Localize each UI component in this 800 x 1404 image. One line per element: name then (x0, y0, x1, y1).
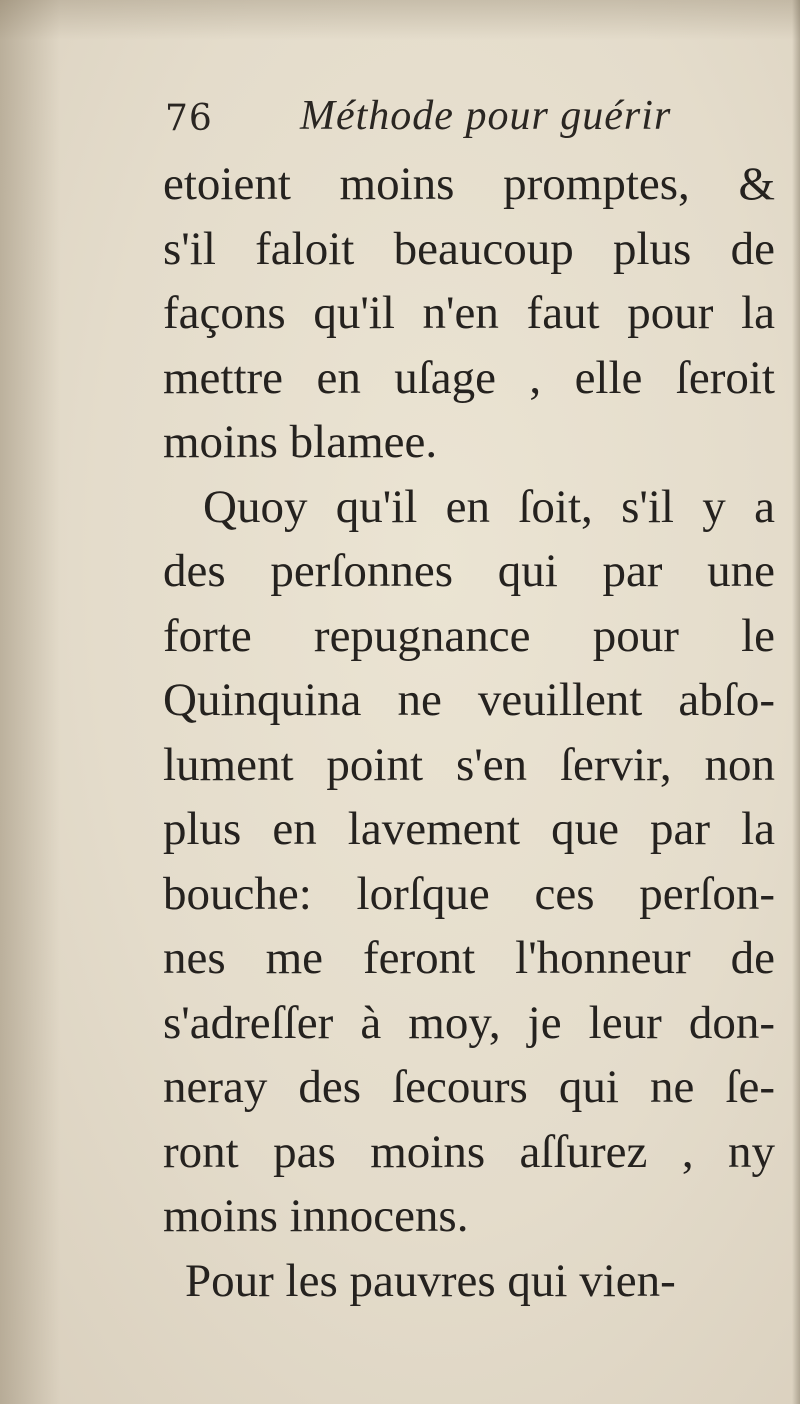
running-title: Méthode pour guérir (300, 93, 672, 139)
text-line: des perſonnes qui par une (163, 545, 775, 597)
text-line: lument point s'en ſervir, non (163, 738, 775, 791)
page-number: 76 (165, 98, 213, 139)
gutter-shadow (0, 0, 60, 1404)
text-line: s'adreſſer à moy, je leur don- (163, 996, 775, 1049)
page-header (165, 92, 765, 152)
top-edge-shadow (0, 0, 800, 40)
text-line: moins innocens. (163, 1190, 469, 1242)
paragraph-start-line: Pour les pauvres qui vien- (185, 1254, 676, 1307)
text-line: s'il faloit beaucoup plus de (163, 222, 775, 275)
text-line: façons qu'il n'en faut pour la (163, 287, 775, 339)
paragraph-start-line: Quoy qu'il en ſoit, s'il y a (203, 480, 775, 533)
text-line: etoient moins promptes, & (163, 158, 775, 210)
body-text (163, 152, 775, 1313)
text-line: moins blamee. (163, 416, 438, 468)
text-line: neray des ſecours qui ne ſe- (163, 1061, 775, 1113)
text-line: ront pas moins aſſurez , ny (163, 1125, 775, 1178)
page-edge (792, 0, 800, 1404)
text-line: mettre en uſage , elle ſeroit (163, 351, 775, 404)
text-line: bouche: lorſque ces perſon- (163, 867, 775, 920)
text-line: Quinquina ne veuillent abſo- (163, 674, 775, 726)
text-line: nes me feront l'honneur de (163, 932, 775, 984)
text-line: forte repugnance pour le (163, 609, 775, 662)
text-line: plus en lavement que par la (163, 803, 775, 855)
